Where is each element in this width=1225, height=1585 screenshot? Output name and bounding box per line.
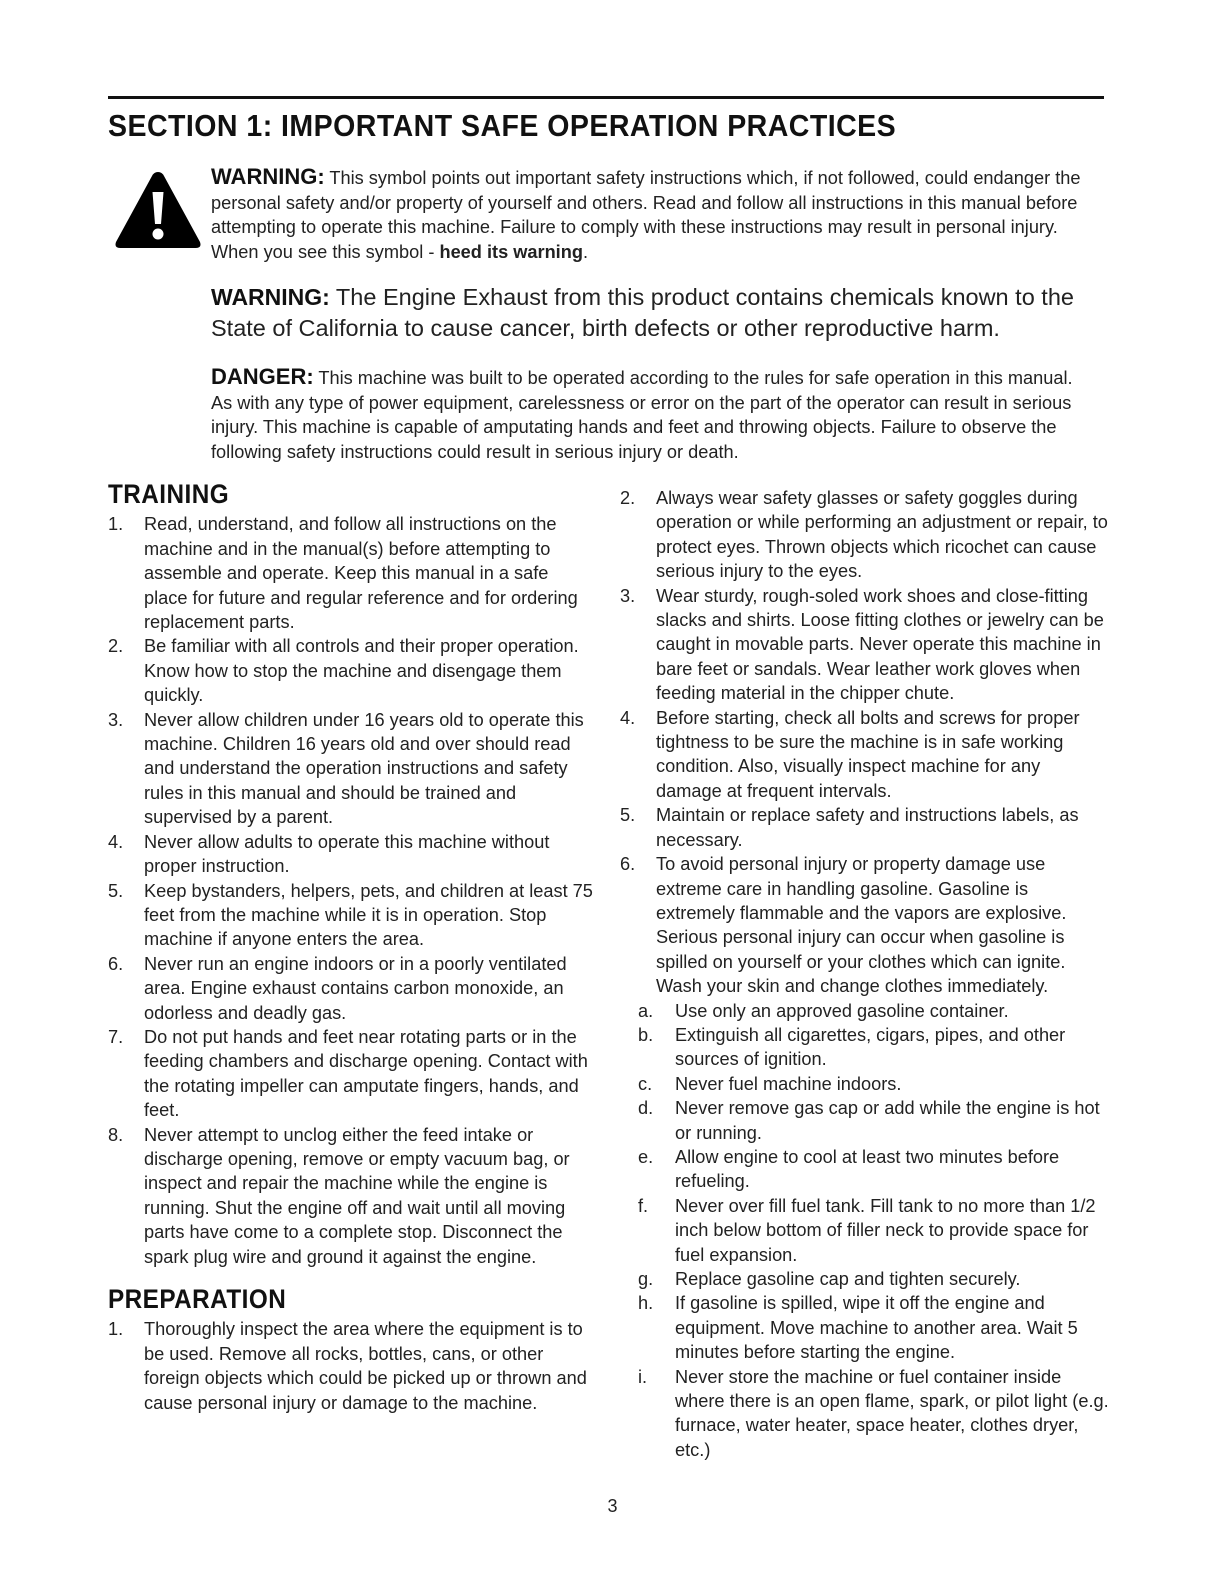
sublist-item: [638, 1096, 1110, 1145]
item-number: 2.: [108, 636, 124, 657]
list-item: [620, 706, 1110, 804]
subitem-text: Use only an approved gasoline container.: [675, 1000, 1009, 1021]
item-text: Be familiar with all controls and their proper operation. Know how to stop the machine and disengage them quickly.: [144, 636, 579, 706]
item-text: Thoroughly inspect the area where the equipment is to be used. Remove all rocks, bottles, cans, or other foreign objects which could be picked up or thrown and cause personal injury or damage to the machine.: [144, 1319, 587, 1413]
item-text: Never run an engine indoors or in a poorly ventilated area. Engine exhaust contains carbon monoxide, an odorless and deadly gas.: [144, 953, 567, 1023]
list-item: [108, 1123, 593, 1269]
preparation-list-continued: [620, 486, 1110, 999]
sublist-item: [638, 1291, 1110, 1364]
subitem-letter: b.: [638, 1024, 654, 1045]
subitem-letter: h.: [638, 1293, 654, 1314]
item-number: 4.: [108, 831, 124, 852]
item-text: Wear sturdy, rough-soled work shoes and close-fitting slacks and shirts. Loose fitting clothes or jewelry can be caught in movable parts. Never operate this machine in bare feet or sandals. Wear leather work gloves when feeding material in the chipper chute.: [656, 585, 1104, 704]
sublist-item: [638, 999, 1110, 1023]
notice-lead: WARNING:: [211, 284, 330, 310]
sublist-item: [638, 1194, 1110, 1267]
item-number: 2.: [620, 488, 636, 508]
list-item: [108, 1317, 593, 1415]
left-column: [108, 479, 593, 1415]
list-item: [108, 952, 593, 1025]
item-number: 6.: [620, 854, 636, 875]
item-number: 5.: [108, 880, 124, 901]
item-text: Never attempt to unclog either the feed intake or discharge opening, remove or empty vacuum bag, or inspect and repair the machine while the engine is running. Shut the engine off and wait until all moving parts have come to a complete stop. Disconnect the spark plug wire and ground it against the engine.: [144, 1124, 570, 1267]
item-text: Never allow adults to operate this machine without proper instruction.: [144, 831, 550, 877]
list-item: [620, 852, 1110, 998]
list-item: [108, 708, 593, 830]
item-text: Read, understand, and follow all instructions on the machine and in the manual(s) before attempting to assemble and operate. Keep this manual in a safe place for future and regular reference and for ordering replacement parts.: [144, 514, 578, 633]
subitem-letter: g.: [638, 1269, 654, 1289]
list-item: [108, 879, 593, 952]
subitem-text: Allow engine to cool at least two minutes before refueling.: [675, 1146, 1060, 1192]
list-item: [620, 584, 1110, 706]
item-text: Before starting, check all bolts and screws for proper tightness to be sure the machine is in safe working condition. Also, visually inspect machine for any damage at frequent intervals.: [656, 707, 1080, 801]
warning-triangle-icon: [112, 168, 204, 252]
sublist-item: [638, 1145, 1110, 1194]
danger-notice: [211, 365, 1081, 464]
list-item: [620, 803, 1110, 852]
item-number: 4.: [620, 707, 636, 728]
item-number: 5.: [620, 805, 636, 826]
section-title: SECTION 1: IMPORTANT SAFE OPERATION PRACTICES: [108, 108, 897, 143]
preparation-heading: PREPARATION: [108, 1284, 287, 1314]
subitem-letter: e.: [638, 1146, 654, 1167]
subitem-text: Extinguish all cigarettes, cigars, pipes, and other sources of ignition.: [675, 1024, 1066, 1070]
sublist-item: [638, 1365, 1110, 1463]
notice-text: This symbol points out important safety instructions which, if not followed, could endanger the personal safety and/or property of yourself and others. Read and follow all instructions in this manual before attempting to operate this machine. Failure to comply with these instructions may result in personal injury. When you see this symbol -: [211, 168, 1081, 262]
sublist-item: [638, 1267, 1110, 1291]
notice-end: .: [582, 241, 589, 262]
preparation-list: [108, 1317, 593, 1415]
item-number: 7.: [108, 1026, 124, 1047]
item-number: 6.: [108, 953, 124, 974]
item-number: 8.: [108, 1124, 124, 1145]
notice-text: This machine was built to be operated according to the rules for safe operation in this manual. As with any type of power equipment, carelessness or error on the part of the operator can result in serious injury. This machine is capable of amputating hands and feet and throwing objects. Failure to observe the following safety instructions could result in serious injury or death.: [211, 368, 1073, 462]
subitem-text: Replace gasoline cap and tighten securely.: [675, 1269, 1021, 1289]
warning-symbol-notice: [211, 165, 1106, 264]
item-text: Keep bystanders, helpers, pets, and children at least 75 feet from the machine while it is in operation. Stop machine if anyone enters the area.: [144, 880, 593, 950]
subitem-text: Never remove gas cap or add while the engine is hot or running.: [675, 1098, 1100, 1143]
item-text: To avoid personal injury or property damage use extreme care in handling gasoline. Gasoline is extremely flammable and the vapors are explosive. Serious personal injury can occur when gasoline is spilled on yourself or your clothes which can ignite. Wash your skin and change clothes immediately.: [656, 854, 1067, 997]
subitem-text: Never fuel machine indoors.: [675, 1073, 902, 1094]
list-item: [620, 486, 1110, 584]
training-heading: TRAINING: [108, 479, 230, 509]
notice-text: The Engine Exhaust from this product contains chemicals known to the State of California to cause cancer, birth defects or other reproductive harm.: [211, 284, 1074, 341]
subitem-letter: f.: [638, 1195, 649, 1216]
subitem-letter: c.: [638, 1073, 653, 1094]
item-text: Always wear safety glasses or safety goggles during operation or while performing an adjustment or repair, to protect eyes. Thrown objects which ricochet can cause serious injury to the eyes.: [656, 488, 1108, 582]
sublist-item: [638, 1072, 1110, 1096]
list-item: [108, 830, 593, 879]
training-list: [108, 512, 593, 1269]
item-number: 3.: [108, 709, 124, 730]
item-text: Maintain or replace safety and instructions labels, as necessary.: [656, 805, 1079, 850]
item-number: 1.: [108, 1319, 124, 1340]
list-item: [108, 634, 593, 707]
subitem-text: Never store the machine or fuel container inside where there is an open flame, spark, or pilot light (e.g. furnace, water heater, space heater, clothes dryer, etc.): [675, 1366, 1109, 1460]
subitem-letter: i.: [638, 1366, 648, 1387]
item-number: 1.: [108, 514, 124, 535]
list-item: [108, 512, 593, 634]
sublist-item: [638, 1023, 1110, 1072]
notice-lead: DANGER:: [211, 364, 314, 389]
item-text: Never allow children under 16 years old to operate this machine. Children 16 years old and over should read and understand the operation instructions and safety rules in this manual and should be trained and supervised by a parent.: [144, 709, 584, 828]
page-number: 3: [607, 1496, 618, 1516]
california-warning-notice: [211, 282, 1106, 344]
notice-emphasis: heed its warning: [439, 241, 583, 262]
subitem-letter: a.: [638, 1000, 654, 1021]
subitem-text: Never over fill fuel tank. Fill tank to no more than 1/2 inch below bottom of filler neck to provide space for fuel expansion.: [675, 1195, 1096, 1265]
notice-lead: WARNING:: [211, 164, 325, 189]
subitem-text: If gasoline is spilled, wipe it off the engine and equipment. Move machine to another area. Wait 5 minutes before starting the engine.: [675, 1293, 1078, 1363]
section-rule: [108, 96, 1104, 99]
item-text: Do not put hands and feet near rotating parts or in the feeding chambers and discharge opening. Contact with the rotating impeller can amputate fingers, hands, and feet.: [144, 1026, 588, 1121]
gasoline-sublist: [620, 999, 1110, 1463]
list-item: [108, 1025, 593, 1123]
subitem-letter: d.: [638, 1098, 654, 1119]
right-column: [620, 486, 1110, 1462]
item-number: 3.: [620, 585, 636, 606]
